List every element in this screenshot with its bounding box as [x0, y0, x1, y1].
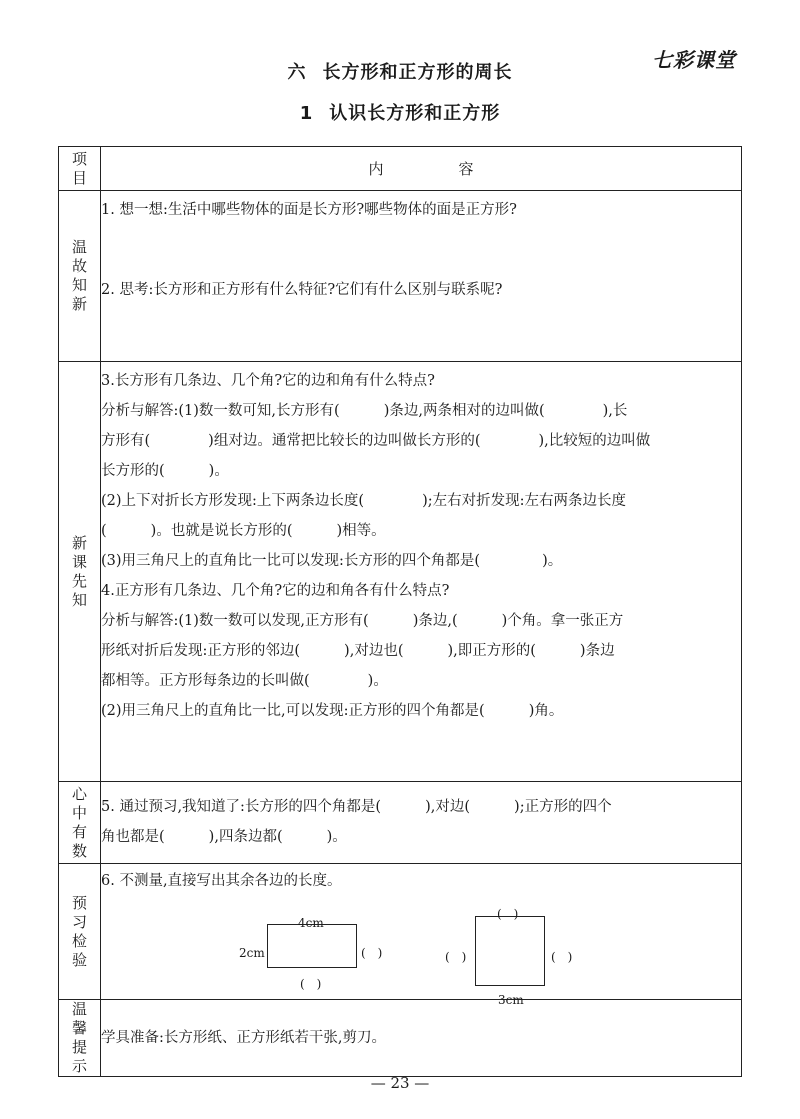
- lesson-number: 1: [299, 103, 314, 124]
- answer-4-line-1: 分析与解答:(1)数一数可以发现,正方形有( )条边,( )个角。拿一张正方: [101, 613, 624, 629]
- answer-3-line-6: (3)用三角尺上的直角比一比可以发现:长方形的四个角都是( )。: [101, 553, 563, 569]
- tips-label: 温馨提示: [71, 1000, 87, 1075]
- answer-3-line-3: 长方形的( )。: [101, 463, 229, 479]
- rect-right-blank: ( ): [361, 946, 383, 960]
- review-label: 温故知新: [71, 238, 87, 313]
- check-label-cell: [59, 864, 101, 1000]
- question-6: 6. 不测量,直接写出其余各边的长度。: [101, 873, 342, 889]
- square-right-blank: ( ): [551, 950, 573, 964]
- answer-5-line-2: 角也都是( ),四条边都( )。: [101, 829, 347, 845]
- row-check: [59, 864, 742, 1000]
- rect-bottom-blank: ( ): [300, 977, 322, 991]
- preview-label: 新课先知: [71, 533, 87, 609]
- page-number: — 23 —: [370, 1074, 430, 1092]
- answer-4-line-2: 形纸对折后发现:正方形的邻边( ),对边也( ),即正方形的( )条边: [101, 643, 615, 659]
- shape-figures: [101, 896, 741, 1007]
- square-left-blank: ( ): [445, 950, 467, 964]
- header-item-label: 项目: [71, 149, 87, 187]
- rect-top-length: 4cm: [298, 916, 324, 930]
- chapter-number: 六: [287, 62, 307, 83]
- review-label-cell: [59, 191, 101, 362]
- lesson-title: [0, 99, 800, 125]
- answer-4-line-4: (2)用三角尺上的直角比一比,可以发现:正方形的四个角都是( )角。: [101, 703, 564, 719]
- answer-3-line-5: ( )。也就是说长方形的( )相等。: [101, 523, 386, 539]
- row-tips: [59, 1000, 742, 1077]
- answer-5-line-1: 5. 通过预习,我知道了:长方形的四个角都是( ),对边( );正方形的四个: [101, 799, 612, 815]
- question-3: 3.长方形有几条边、几个角?它的边和角有什么特点?: [101, 373, 435, 389]
- summary-label: 心中有数: [71, 784, 87, 860]
- check-content: [101, 864, 742, 1007]
- header-content-label: 内 容: [101, 147, 742, 191]
- question-1: 1. 想一想:生活中哪些物体的面是长方形?哪些物体的面是正方形?: [101, 202, 517, 218]
- rect-left-length: 2cm: [239, 946, 265, 960]
- chapter-title: [0, 58, 800, 84]
- answer-3-line-2: 方形有( )组对边。通常把比较长的边叫做长方形的( ),比较短的边叫做: [101, 433, 651, 449]
- lesson-name: 认识长方形和正方形: [329, 103, 501, 124]
- summary-content: [101, 782, 742, 864]
- row-summary: [59, 782, 742, 864]
- worksheet-table: [58, 146, 742, 1077]
- question-4: 4.正方形有几条边、几个角?它的边和角各有什么特点?: [101, 583, 450, 599]
- header-item-cell: [59, 147, 101, 191]
- square-top-blank: ( ): [497, 907, 519, 921]
- preview-content: [101, 362, 742, 782]
- answer-3-line-1: 分析与解答:(1)数一数可知,长方形有( )条边,两条相对的边叫做( ),长: [101, 403, 628, 419]
- brand-name: 七彩课堂: [652, 48, 736, 72]
- row-preview: [59, 362, 742, 782]
- tips-label-cell: [59, 1000, 101, 1077]
- check-label: 预习检验: [71, 893, 87, 969]
- preview-label-cell: [59, 362, 101, 782]
- review-content: [101, 191, 742, 362]
- chapter-name: 长方形和正方形的周长: [322, 62, 513, 83]
- row-review: [59, 191, 742, 362]
- answer-3-line-4: (2)上下对折长方形发现:上下两条边长度( );左右对折发现:左右两条边长度: [101, 493, 627, 509]
- summary-label-cell: [59, 782, 101, 864]
- question-2: 2. 思考:长方形和正方形有什么特征?它们有什么区别与联系呢?: [101, 282, 503, 298]
- square-bottom-length: 3cm: [498, 993, 524, 1007]
- table-header-row: [59, 147, 742, 191]
- tips-content: 学具准备:长方形纸、正方形纸若干张,剪刀。: [101, 1000, 742, 1077]
- answer-4-line-3: 都相等。正方形每条边的长叫做( )。: [101, 673, 388, 689]
